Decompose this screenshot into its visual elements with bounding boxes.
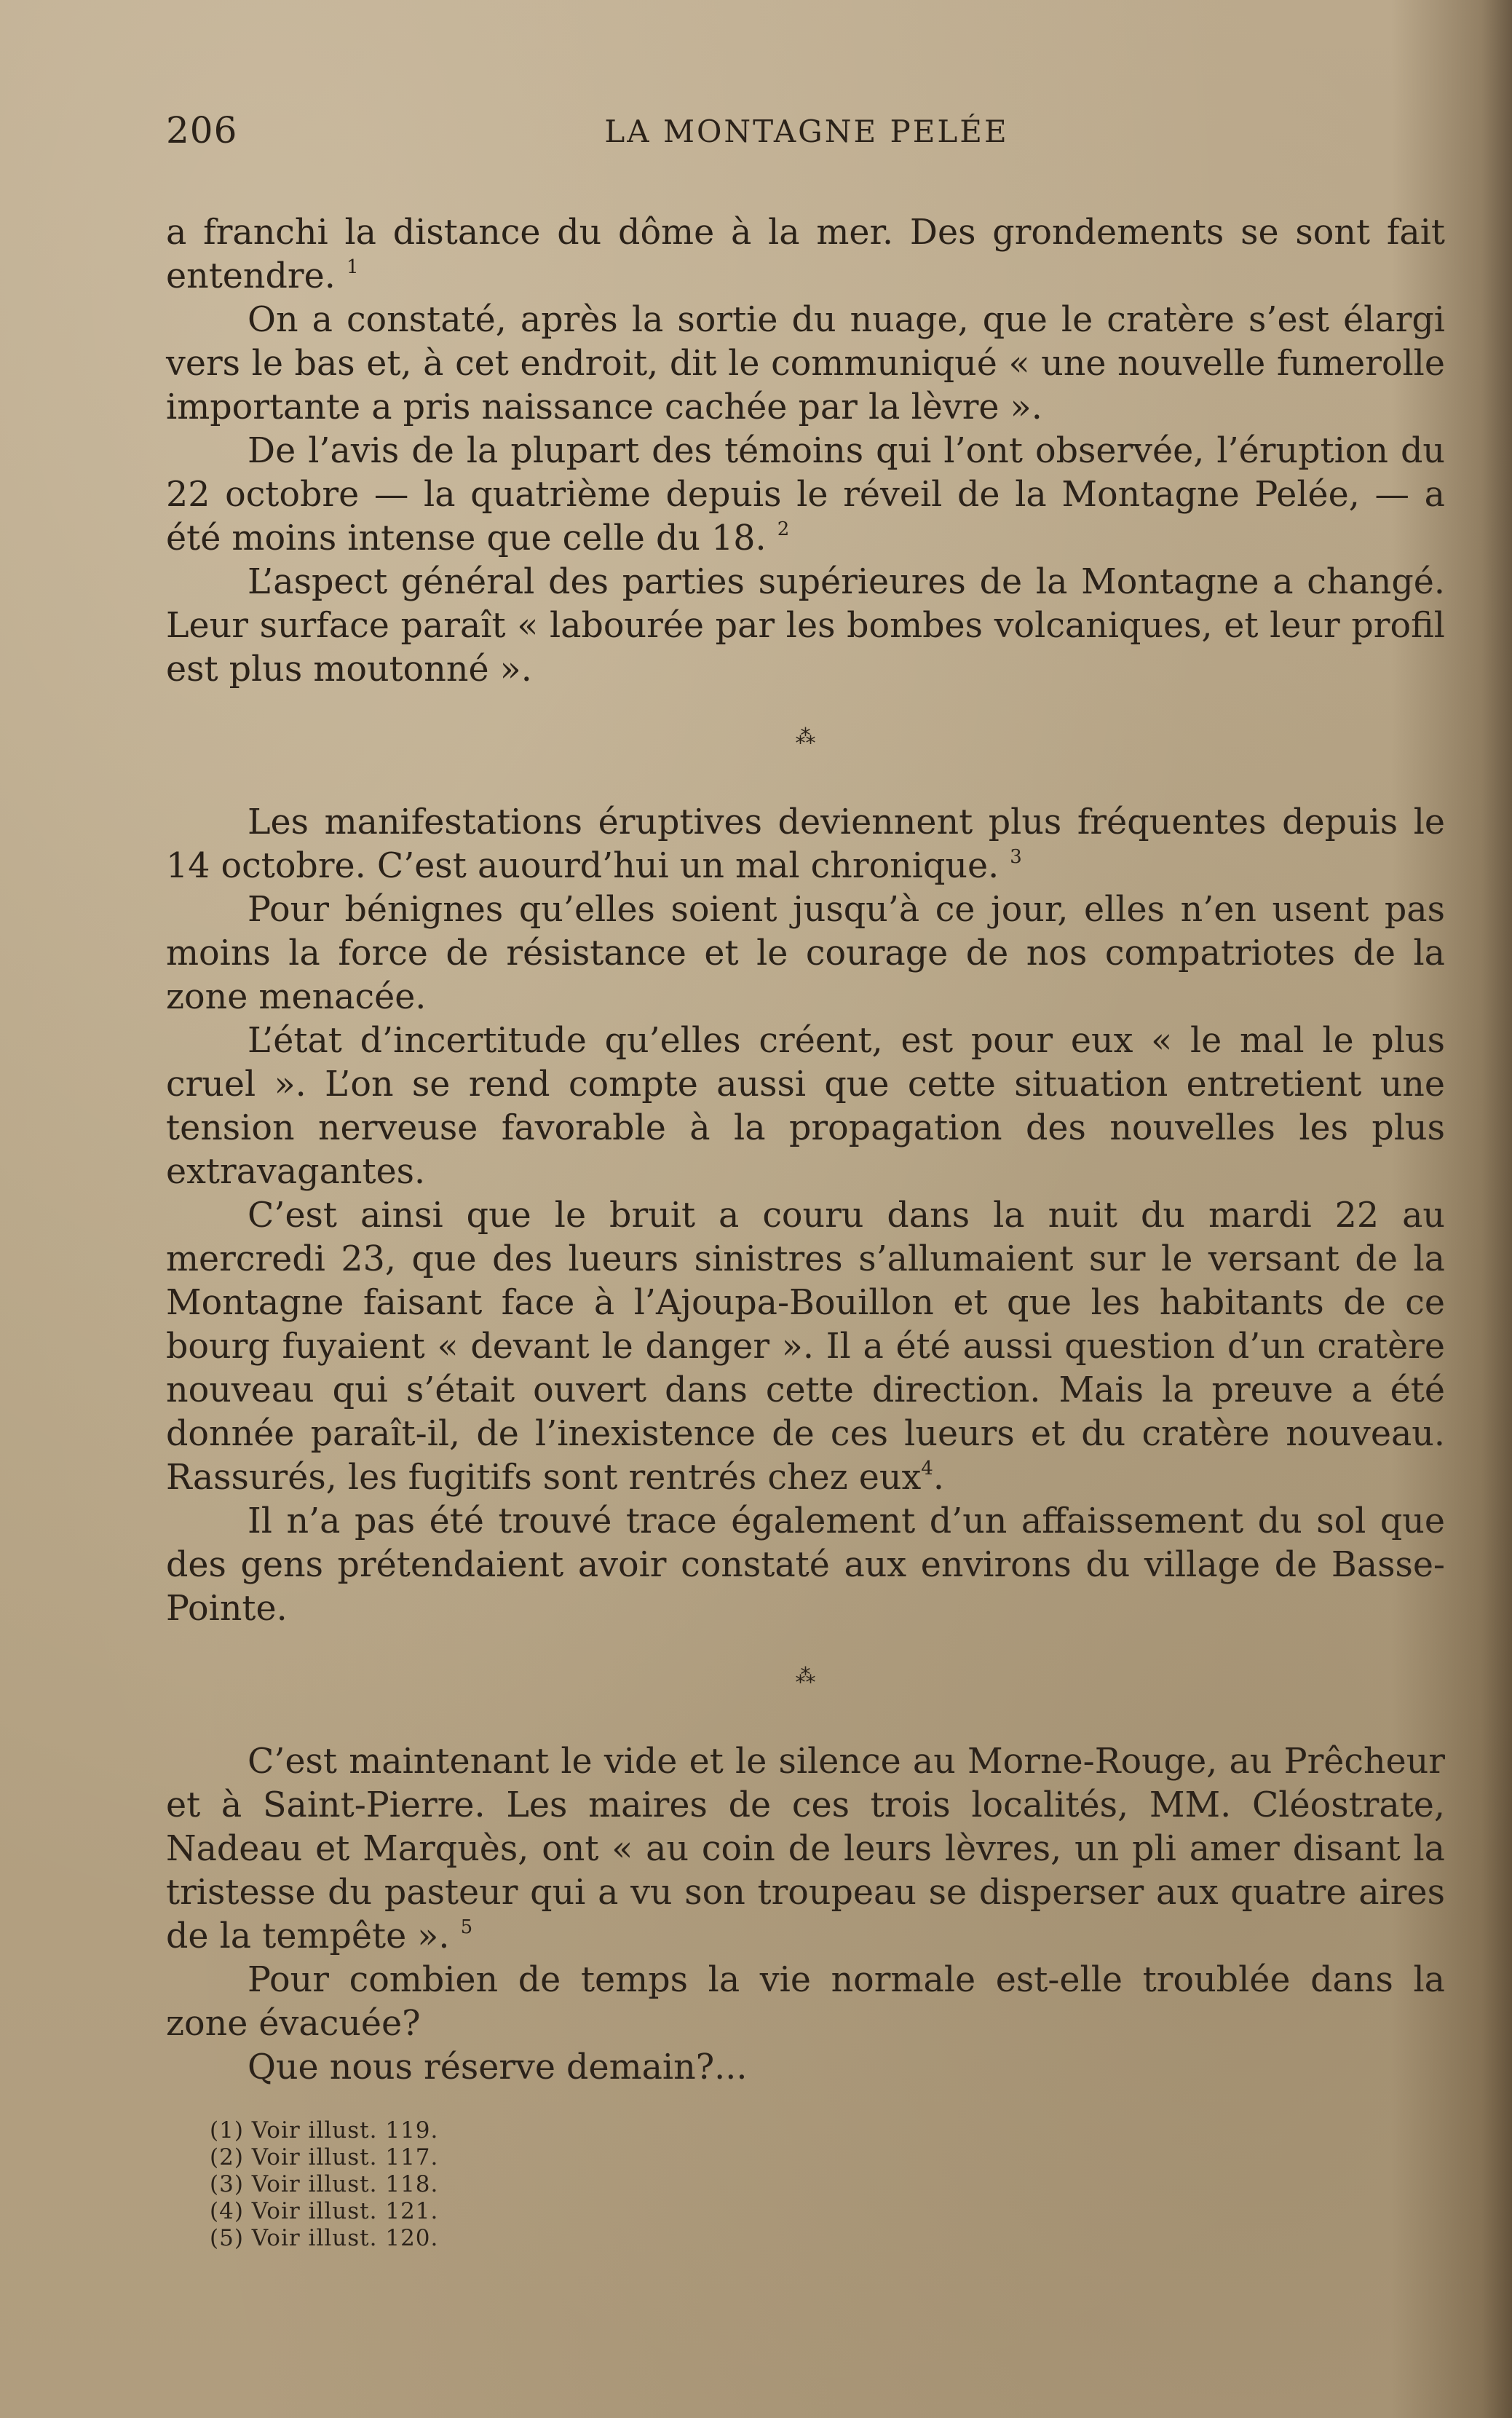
footnote-ref-1: 1: [346, 256, 359, 278]
footnote-ref-4: 4: [921, 1458, 933, 1479]
paragraph-8-text: C’est ainsi que le bruit a couru dans la nuit du mardi 22 au mercredi 23, que des lueurs sinistres s’allumaient sur le versant de la Montagne faisant face à l’Ajoupa-Bouillon et que les habitants de ce bourg fuyaient « devant le danger ». Il a été aussi question d’un cratère nouveau qui s’était ouvert dans cette direction. Mais la preuve a été donnée paraît-il, de l’inexistence de ces lueurs et du cratère nouveau. Rassurés, les fugitifs sont rentrés chez eux: [166, 1196, 1445, 1498]
paragraph-1-text: a franchi la distance du dôme à la mer. Des grondements se sont fait entendre.: [166, 213, 1445, 296]
footnote-ref-2: 2: [777, 518, 790, 540]
footnote-ref-5: 5: [460, 1916, 473, 1938]
paragraph-12: Que nous réserve demain?...: [248, 2047, 748, 2087]
footnote-4: (4) Voir illust. 121.: [210, 2198, 439, 2224]
asterism-icon: ⁂: [795, 1664, 816, 1688]
paragraph-8: C’est ainsi que le bruit a couru dans la nuit du mardi 22 au mercredi 23, que des lueurs sinistres s’allumaient sur le versant de la Montagne faisant face à l’Ajoupa-Bouillon et que les habitants de ce bourg fuyaient « devant le danger ». Il a été aussi question d’un cratère nouveau qui s’était ouvert dans cette direction. Mais la preuve a été donnée paraît-il, de l’inexistence de ces lueurs et du cratère nouveau. Rassurés, les fugitifs sont rentrés chez eux$^4$.: [166, 1196, 1445, 1498]
paragraph-3-text: De l’avis de la plupart des témoins qui l’ont observée, l’éruption du 22 octobre — la quatrième depuis le réveil de la Montagne Pelée, — a été moins intense que celle du 18.: [166, 431, 1445, 558]
paragraph-7: L’état d’incertitude qu’elles créent, est pour eux « le mal le plus cruel ». L’on se rend compte aussi que cette situation entretient une tension nerveuse favorable à la propagation des nouvelles les plus extravagantes.: [166, 1021, 1445, 1192]
paragraph-1: [166, 211, 1445, 299]
footnotes: [210, 2117, 438, 2252]
paragraph-9: Il n’a pas été trouvé trace également d’un affaissement du sol que des gens prétendaient avoir constaté aux environs du village de Basse-Pointe.: [166, 1501, 1445, 1629]
paragraph-6: Pour bénignes qu’elles soient jusqu’à ce jour, elles n’en usent pas moins la force de résistance et le courage de nos compatriotes de la zone menacée.: [166, 890, 1445, 1017]
paragraph-4: L’aspect général des parties supérieures de la Montagne a changé. Leur surface paraît « labourée par les bombes volcaniques, et leur profil est plus moutonné ».: [166, 562, 1445, 690]
section-separator-2: [166, 1631, 1445, 1740]
paragraph-3: [166, 430, 1445, 561]
running-head: [166, 109, 1447, 160]
footnote-2: (2) Voir illust. 117.: [210, 2144, 439, 2170]
paragraph-5: [166, 801, 1445, 888]
running-title: LA MONTAGNE PELÉE: [604, 114, 1009, 149]
footnote-5: (5) Voir illust. 120.: [210, 2225, 439, 2251]
footnote-1: (1) Voir illust. 119.: [210, 2117, 439, 2144]
paragraph-10: [166, 1740, 1445, 1959]
footnote-3: (3) Voir illust. 118.: [210, 2171, 439, 2197]
footnote-ref-3: 3: [1010, 846, 1022, 868]
paragraph-10-text: C’est maintenant le vide et le silence au Morne-Rouge, au Prêcheur et à Saint-Pierre. Les maires de ces trois localités, MM. Cléostrate, Nadeau et Marquès, ont « au coin de leurs lèvres, un pli amer disant la tristesse du pasteur qui a vu son troupeau se disperser aux quatre aires de la tempête ».: [166, 1742, 1445, 1956]
body-text: [166, 211, 1445, 2090]
section-separator-1: [166, 692, 1445, 801]
paragraph-5-text: Les manifestations éruptives deviennent plus fréquentes depuis le 14 octobre. C’est auourd’hui un mal chronique.: [166, 802, 1445, 886]
page-number: 206: [166, 109, 238, 151]
asterism-icon: ⁂: [795, 724, 816, 748]
paragraph-11: Pour combien de temps la vie normale est-elle troublée dans la zone évacuée?: [166, 1960, 1445, 2044]
paragraph-2: On a constaté, après la sortie du nuage, que le cratère s’est élargi vers le bas et, à cet endroit, dit le communiqué « une nouvelle fumerolle importante a pris naissance cachée par la lèvre ».: [166, 300, 1445, 427]
